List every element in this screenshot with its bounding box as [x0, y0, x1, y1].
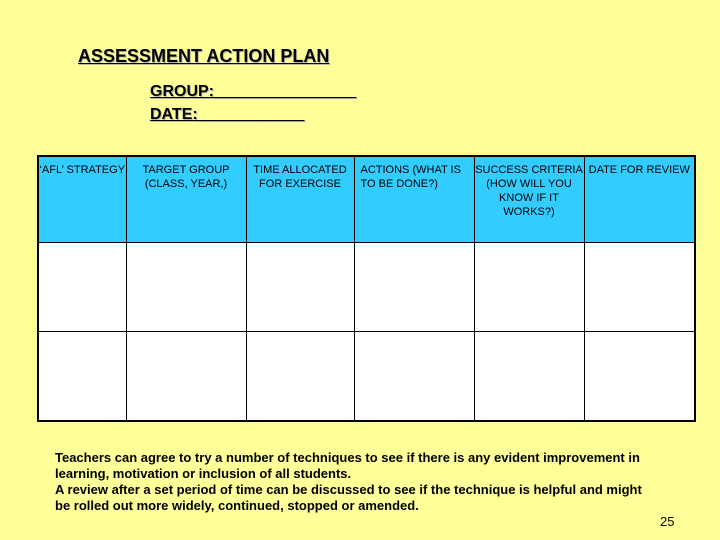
- table-cell[interactable]: [38, 331, 126, 421]
- table-cell[interactable]: [354, 331, 474, 421]
- table-cell[interactable]: [126, 242, 246, 331]
- page-title: ASSESSMENT ACTION PLAN: [78, 46, 330, 66]
- table-cell[interactable]: [246, 331, 354, 421]
- footer-note: [55, 450, 655, 514]
- footer-paragraph-2: A review after a set period of time can be discussed to see if the technique is helpful and might be rolled out more widely, continued, stopped or amended.: [55, 482, 642, 513]
- header-date-for-review: DATE FOR REVIEW: [584, 156, 695, 242]
- table-cell[interactable]: [126, 331, 246, 421]
- action-plan-table: [37, 155, 696, 422]
- group-field-line: GROUP:________________: [150, 83, 357, 100]
- header-time-allocated: TIME ALLOCATED FOR EXERCISE: [246, 156, 354, 242]
- header-target-group: TARGET GROUP (CLASS, YEAR,): [126, 156, 246, 242]
- table-cell[interactable]: [38, 242, 126, 331]
- page-number: 25: [660, 514, 675, 529]
- table-cell[interactable]: [474, 331, 584, 421]
- table-cell[interactable]: [354, 242, 474, 331]
- footer-paragraph-1: Teachers can agree to try a number of techniques to see if there is any evident improvement in learning, motivation or inclusion of all students.: [55, 450, 640, 481]
- table-cell[interactable]: [584, 242, 695, 331]
- date-field-line: DATE:____________: [150, 106, 305, 123]
- header-afl-strategy: ‘AFL’ STRATEGY: [38, 156, 126, 242]
- table-cell[interactable]: [246, 242, 354, 331]
- header-success-criteria: SUCCESS CRITERIA (HOW WILL YOU KNOW IF IT WORKS?): [474, 156, 584, 242]
- table-row: [38, 242, 695, 331]
- header-actions: ACTIONS (WHAT IS TO BE DONE?): [354, 156, 474, 242]
- table-header-row: [38, 156, 695, 242]
- table-cell[interactable]: [584, 331, 695, 421]
- table-cell[interactable]: [474, 242, 584, 331]
- table-row: [38, 331, 695, 421]
